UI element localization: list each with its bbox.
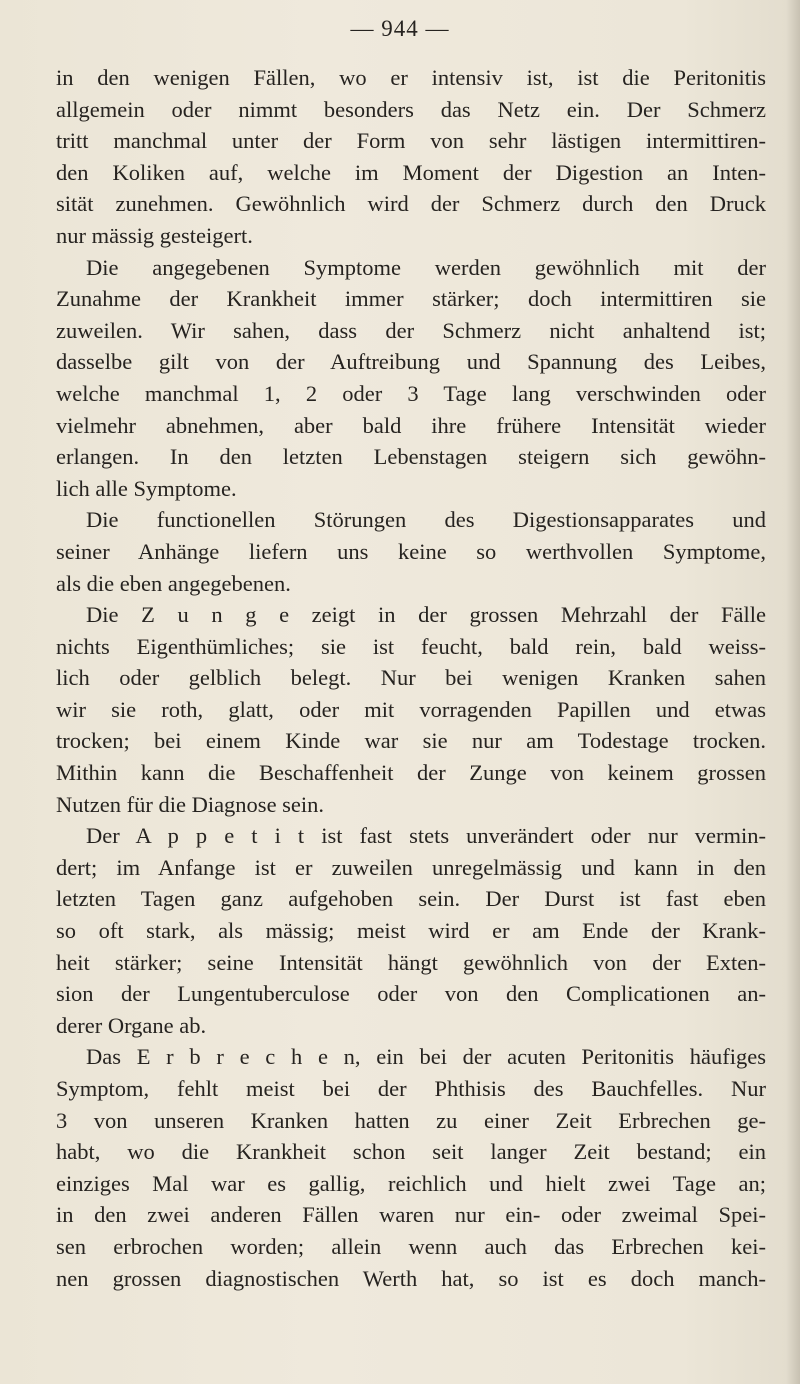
text-line: Nutzen für die Diagnose sein. xyxy=(56,791,325,817)
text-line: zuweilen. Wir sahen, dass der Schmerz nicht anhaltend ist; xyxy=(56,317,766,343)
text-line: tritt manchmal unter der Form von sehr lästigen intermittiren- xyxy=(56,128,766,154)
text-line: nichts Eigenthümliches; sie ist feucht, bald rein, bald weiss- xyxy=(56,633,766,659)
text-line: Die Z u n g e zeigt in der grossen Mehrzahl der Fälle xyxy=(86,602,766,628)
text-line: vielmehr abnehmen, aber bald ihre frühere Intensität wieder xyxy=(56,412,766,438)
text-line: wir sie roth, glatt, oder mit vorragenden Papillen und etwas xyxy=(56,696,766,722)
text-line: sität zunehmen. Gewöhnlich wird der Schmerz durch den Druck xyxy=(56,191,766,217)
text-line: nen grossen diagnostischen Werth hat, so ist es doch manch- xyxy=(56,1265,766,1291)
text-line: sen erbrochen worden; allein wenn auch das Erbrechen kei- xyxy=(56,1233,766,1259)
text-line: nur mässig gesteigert. xyxy=(56,222,253,248)
text-line: allgemein oder nimmt besonders das Netz ein. Der Schmerz xyxy=(56,96,766,122)
page-edge-shadow xyxy=(786,0,800,1384)
text-line: in den zwei anderen Fällen waren nur ein- oder zweimal Spei- xyxy=(56,1202,766,1228)
text-line: dert; im Anfange ist er zuweilen unregelmässig und kann in den xyxy=(56,854,766,880)
body-text xyxy=(56,62,766,1294)
text-line: welche manchmal 1, 2 oder 3 Tage lang verschwinden oder xyxy=(56,380,766,406)
text-line: erlangen. In den letzten Lebenstagen steigern sich gewöhn- xyxy=(56,444,766,470)
text-line: so oft stark, als mässig; meist wird er am Ende der Krank- xyxy=(56,918,766,944)
text-line: Symptom, fehlt meist bei der Phthisis des Bauchfelles. Nur xyxy=(56,1076,766,1101)
text-line: als die eben angegebenen. xyxy=(56,570,291,596)
text-line: den Koliken auf, welche im Moment der Digestion an Inten- xyxy=(56,159,766,185)
text-line: Mithin kann die Beschaffenheit der Zunge von keinem grossen xyxy=(56,760,766,786)
text-line: letzten Tagen ganz aufgehoben sein. Der Durst ist fast eben xyxy=(56,886,766,912)
text-line: habt, wo die Krankheit schon seit langer Zeit bestand; ein xyxy=(56,1139,766,1165)
text-line: Zunahme der Krankheit immer stärker; doch intermittiren sie xyxy=(56,286,766,312)
text-line: Die functionellen Störungen des Digestionsapparates und xyxy=(86,507,766,533)
text-line: seiner Anhänge liefern uns keine so werthvollen Symptome, xyxy=(56,538,766,564)
text-line: 3 von unseren Kranken hatten zu einer Zeit Erbrechen ge- xyxy=(56,1107,766,1133)
text-line: trocken; bei einem Kinde war sie nur am Todestage trocken. xyxy=(56,728,766,754)
page-number: — 944 — xyxy=(350,16,450,41)
text-line: lich alle Symptome. xyxy=(56,475,237,501)
text-line: derer Organe ab. xyxy=(56,1012,207,1038)
text-line: heit stärker; seine Intensität hängt gewöhnlich von der Exten- xyxy=(56,949,766,975)
text-line: lich oder gelblich belegt. Nur bei wenigen Kranken sahen xyxy=(56,665,766,691)
text-line: einziges Mal war es gallig, reichlich und hielt zwei Tage an; xyxy=(56,1170,766,1196)
text-line: Die angegebenen Symptome werden gewöhnlich mit der xyxy=(86,254,766,280)
text-line: sion der Lungentuberculose oder von den Complicationen an- xyxy=(56,981,766,1007)
text-line: Der A p p e t i t ist fast stets unverändert oder nur vermin- xyxy=(86,823,766,849)
text-line: in den wenigen Fällen, wo er intensiv ist, ist die Peritonitis xyxy=(56,65,766,90)
text-line: Das E r b r e c h e n, ein bei der acuten Peritonitis häufiges xyxy=(86,1044,766,1070)
text-line: dasselbe gilt von der Auftreibung und Spannung des Leibes, xyxy=(56,349,766,375)
